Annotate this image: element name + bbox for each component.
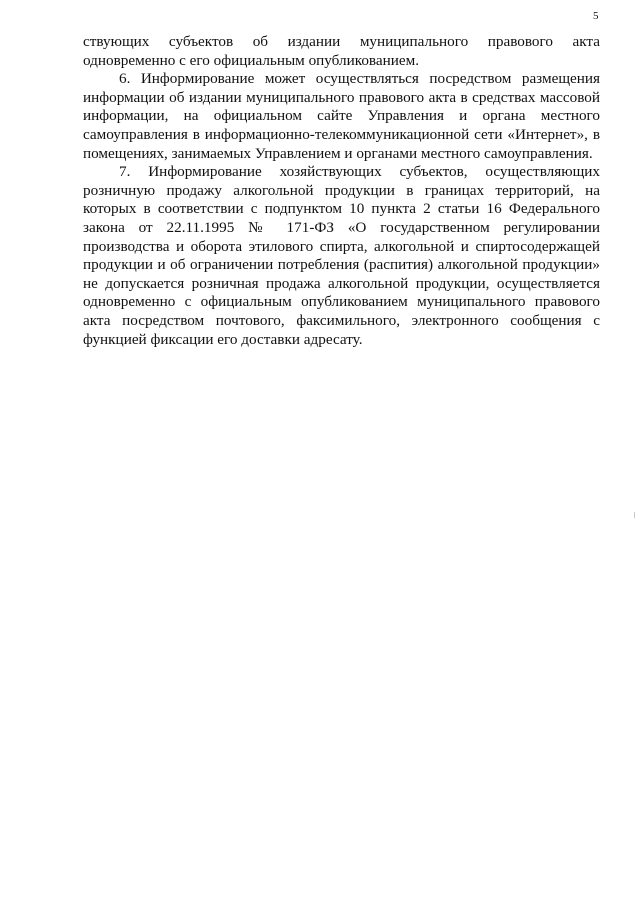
paragraph-continuation: ствующих субъектов об издании муниципального правового акта одновременно с его официальным опубликованием. — [83, 33, 600, 69]
paragraph-item-6: 6. Информирование может осуществляться посредством размещения информации об издании муниципального правового акта в средствах массовой информации, на официальном сайте Управления и органа местного самоуправления в информационно-телекоммуникационной сети «Интернет», в помещениях, занимаемых Управлением и органами местного самоуправления. — [83, 70, 600, 162]
document-body — [83, 33, 600, 349]
scan-artifact — [634, 512, 635, 518]
page-number: 5 — [593, 10, 599, 22]
paragraph-item-7: 7. Информирование хозяйствующих субъектов, осуществляющих розничную продажу алкогольной продукции в границах территорий, на которых в соответствии с подпунктом 10 пункта 2 статьи 16 Федерального закона от 22.11.1995 № 171-ФЗ «О государственном регулировании производства и оборота этилового спирта, алкогольной и спиртосодержащей продукции и об ограничении потребления (распития) алкогольной продукции» не допускается розничная продажа алкогольной продукции, осуществляется одновременно с официальным опубликованием муниципального правового акта посредством почтового, факсимильного, электронного сообщения с функцией фиксации его доставки адресату. — [83, 163, 600, 348]
